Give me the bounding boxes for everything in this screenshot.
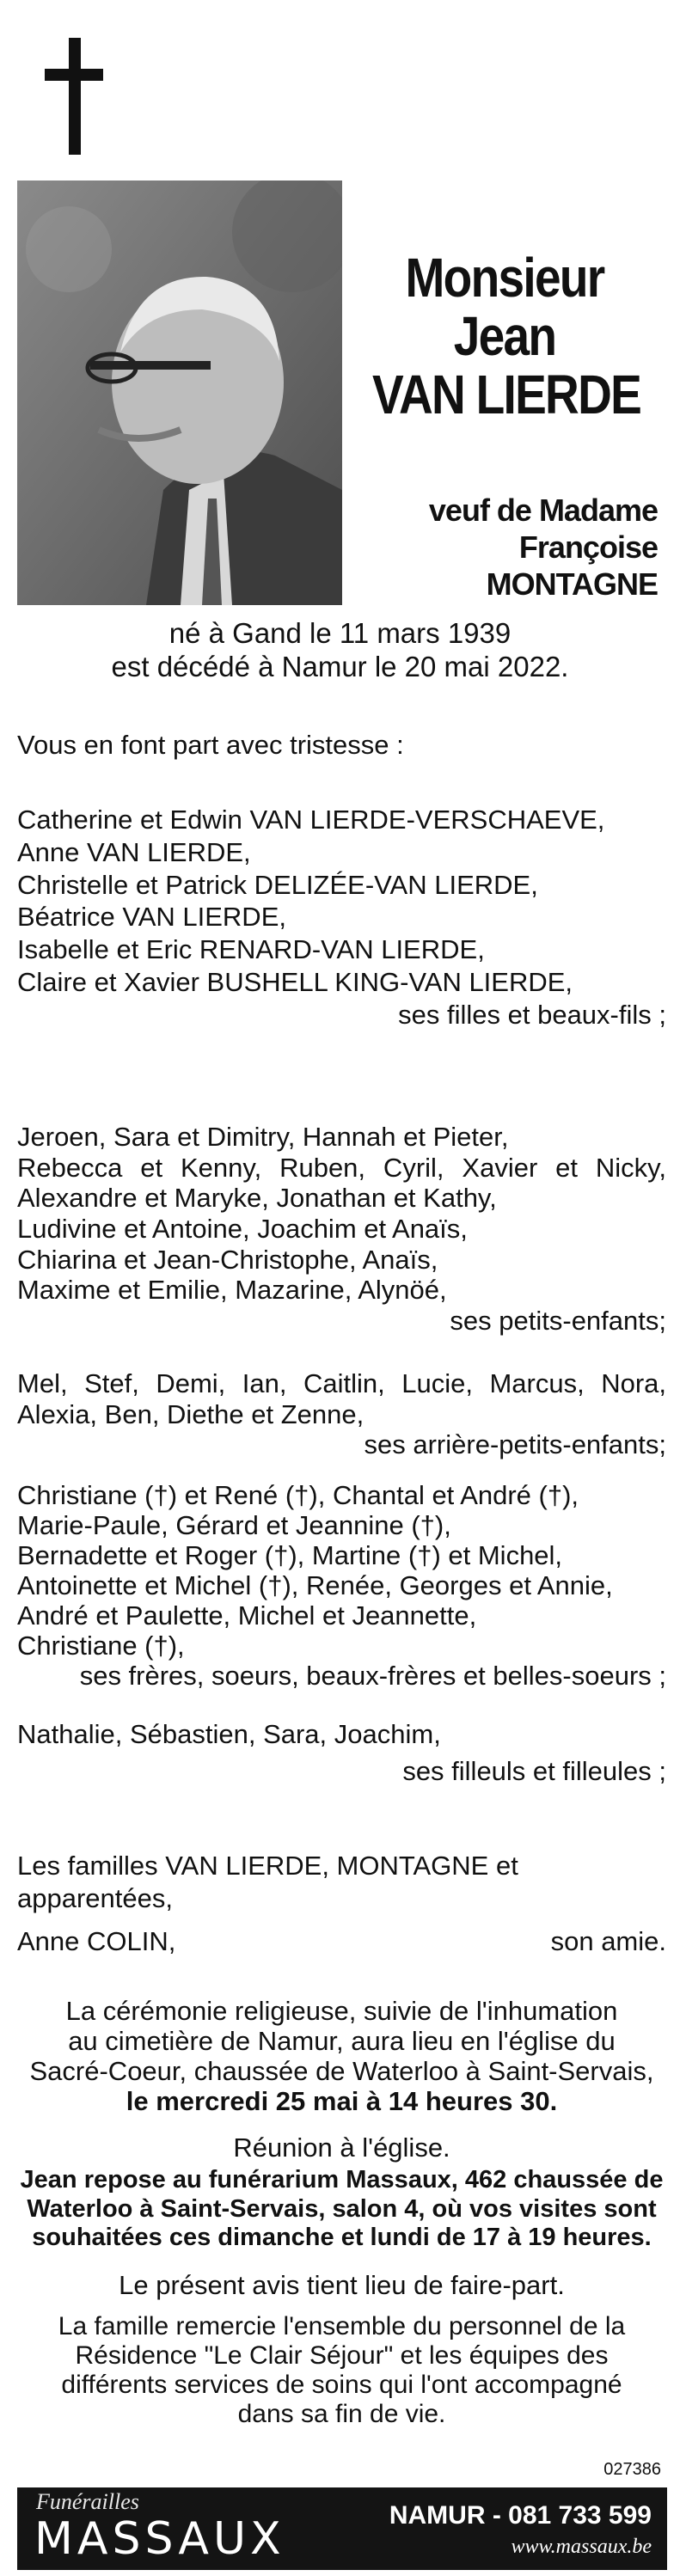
thanks-line: La famille remercie l'ensemble du personnel de la	[58, 2312, 626, 2340]
funerarium-section	[17, 2166, 666, 2253]
birth-line: né à Gand le 11 mars 1939	[168, 617, 512, 649]
widow-of	[361, 492, 658, 603]
siblings-section	[17, 1480, 666, 1691]
friend-section	[17, 1925, 666, 1958]
title-line-2: Jean	[453, 304, 556, 367]
portrait-photo	[17, 181, 342, 605]
notice-line: Le présent avis tient lieu de faire-part.	[119, 2270, 565, 2300]
role-label: ses filleuls et filleules ;	[402, 1756, 666, 1787]
list-item: Rebecca et Kenny, Ruben, Cyril, Xavier et Nicky,	[17, 1152, 666, 1183]
list-item: Claire et Xavier BUSHELL KING-VAN LIERDE,	[17, 967, 573, 998]
families-line: Les familles VAN LIERDE, MONTAGNE et apparentées,	[17, 1851, 518, 1913]
list-item: Christiane (†),	[17, 1631, 185, 1661]
list-item: Nathalie, Sébastien, Sara, Joachim,	[17, 1719, 441, 1749]
funeral-home-banner	[17, 2487, 667, 2570]
list-item: Anne VAN LIERDE,	[17, 836, 251, 867]
list-item: Marie-Paule, Gérard et Jeannine (†),	[17, 1510, 451, 1541]
intro-text: Vous en font part avec tristesse :	[17, 730, 404, 760]
thanks-line: différents services de soins qui l'ont accompagné	[61, 2370, 622, 2399]
list-item: Christiane (†) et René (†), Chantal et André (†),	[17, 1480, 579, 1510]
banner-brand: MASSAUX	[34, 2513, 285, 2565]
widow-line-2: Françoise MONTAGNE	[486, 529, 658, 603]
ceremony-line: au cimetière de Namur, aura lieu en l'église du	[68, 2026, 616, 2057]
meeting-line: Réunion à l'église.	[233, 2132, 450, 2163]
birth-death-info	[0, 617, 680, 684]
cross-icon	[45, 38, 103, 155]
list-item: Alexia, Ben, Diethe et Zenne,	[17, 1398, 365, 1429]
banner-website: www.massaux.be	[511, 2536, 652, 2558]
ceremony-line: La cérémonie religieuse, suivie de l'inhumation	[65, 1996, 618, 2026]
deceased-name	[372, 247, 641, 425]
funerarium-line: souhaitées ces dimanche et lundi de 17 à 19 heures.	[32, 2224, 652, 2252]
list-item: Alexandre et Maryke, Jonathan et Kathy,	[17, 1183, 497, 1214]
list-item: Ludivine et Antoine, Joachim et Anaïs,	[17, 1213, 468, 1244]
list-item: Bernadette et Roger (†), Martine (†) et Michel,	[17, 1540, 563, 1571]
funerarium-line: Jean repose au funérarium Massaux, 462 chaussée de	[20, 2166, 664, 2194]
list-item: Mel, Stef, Demi, Ian, Caitlin, Lucie, Marcus, Nora,	[17, 1368, 666, 1398]
role-label: ses frères, soeurs, beaux-frères et belles-soeurs ;	[79, 1661, 666, 1692]
friend-name: Anne COLIN,	[17, 1926, 176, 1956]
banner-phone: NAMUR - 081 733 599	[389, 2501, 652, 2530]
list-item: Catherine et Edwin VAN LIERDE-VERSCHAEVE,	[17, 805, 605, 835]
banner-subtitle: Funérailles	[36, 2489, 139, 2514]
great-grandchildren-section	[17, 1368, 666, 1460]
ceremony-line: Sacré-Coeur, chaussée de Waterloo à Saint-Servais,	[29, 2056, 654, 2087]
title-line-3: VAN LIERDE	[372, 363, 641, 425]
death-line: est décédé à Namur le 20 mai 2022.	[111, 650, 569, 682]
role-label: ses arrière-petits-enfants;	[364, 1429, 666, 1460]
list-item: Christelle et Patrick DELIZÉE-VAN LIERDE,	[17, 869, 538, 900]
friend-role: son amie.	[550, 1926, 666, 1956]
list-item: Jeroen, Sara et Dimitry, Hannah et Pieter,	[17, 1122, 509, 1152]
list-item: Maxime et Emilie, Mazarine, Alynöé,	[17, 1275, 447, 1306]
list-item: Chiarina et Jean-Christophe, Anaïs,	[17, 1244, 438, 1275]
title-line-1: Monsieur	[405, 247, 604, 309]
children-section	[17, 804, 666, 1031]
grandchildren-section	[17, 1122, 666, 1336]
widow-line-1: veuf de Madame	[428, 493, 658, 528]
list-item: Antoinette et Michel (†), Renée, Georges et Annie,	[17, 1570, 613, 1601]
ceremony-section	[17, 1996, 666, 2116]
thanks-section	[17, 2312, 666, 2429]
thanks-line: Résidence "Le Clair Séjour" et les équipes des	[75, 2340, 609, 2370]
list-item: Isabelle et Eric RENARD-VAN LIERDE,	[17, 934, 485, 965]
ceremony-date: le mercredi 25 mai à 14 heures 30.	[126, 2086, 558, 2117]
list-item: Béatrice VAN LIERDE,	[17, 902, 286, 933]
role-label: ses petits-enfants;	[450, 1305, 666, 1336]
godchildren-section	[17, 1716, 666, 1790]
thanks-line: dans sa fin de vie.	[237, 2399, 446, 2428]
funerarium-line: Waterloo à Saint-Servais, salon 4, où vos visites sont	[27, 2194, 657, 2223]
reference-number: 027386	[603, 2460, 661, 2479]
list-item: André et Paulette, Michel et Jeannette,	[17, 1600, 477, 1631]
role-label: ses filles et beaux-fils ;	[398, 999, 666, 1030]
